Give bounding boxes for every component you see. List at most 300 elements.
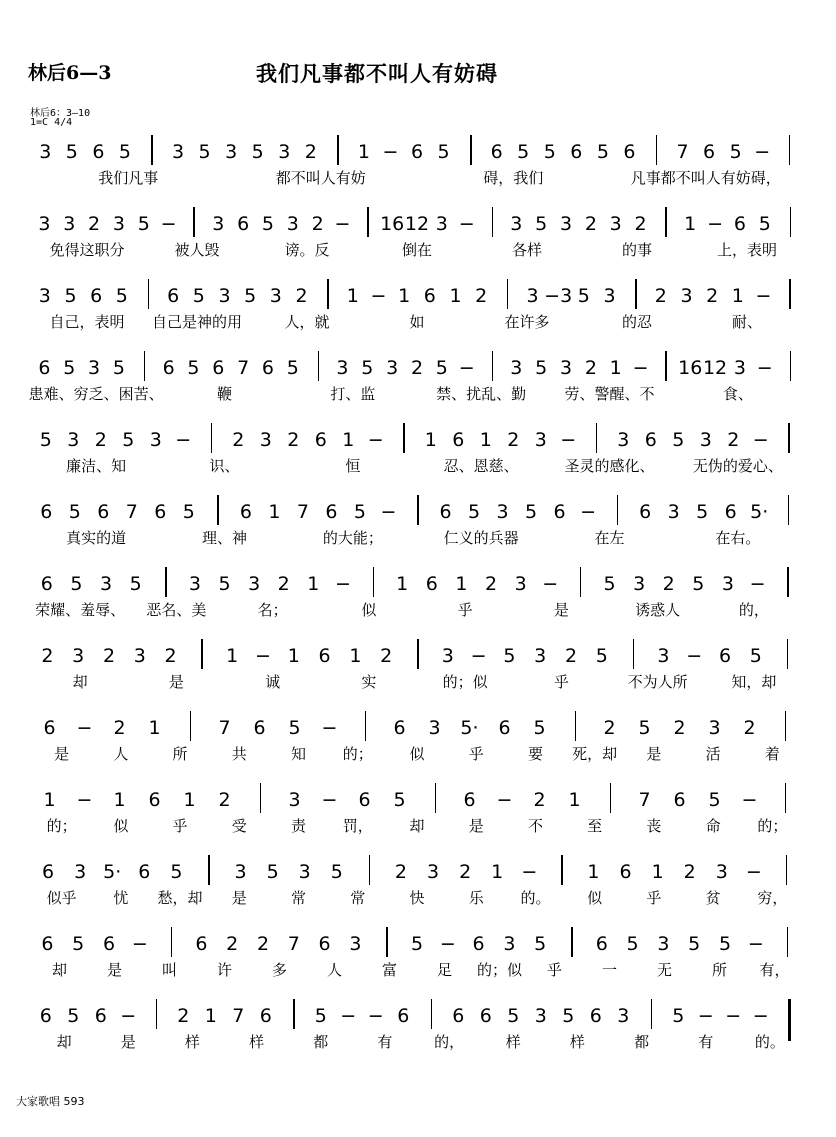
lyrics-line [24,743,814,765]
note: 3 [74,861,87,883]
lyric-syllables: 所 [711,961,728,979]
lyric-syllables: 上，表明 [716,241,778,259]
lyric-syllables: 受 [231,817,247,835]
lyric-syllables: 不 [527,817,543,835]
barline [417,639,419,669]
lyric-syllables: 乎 [468,745,484,763]
barline [165,567,167,597]
note: 1 [268,501,281,523]
lyric-syllables: 的大能； [322,529,383,547]
note: 6 [167,285,180,307]
note: 7 [638,789,651,811]
lyric-syllables: 实 [361,673,377,691]
lyric-syllables: 是 [120,1033,136,1051]
note: 3 [349,933,362,955]
lyric-syllables: 至 [587,817,603,835]
note: 2 [256,933,270,955]
notes-line [24,927,814,957]
lyric-syllables: 的事 [621,241,653,259]
lyric-syllables: 是 [553,601,569,619]
lyric-syllables: 打、监 [330,385,376,403]
lyric-syllables: 样 [249,1033,265,1051]
barline [785,783,787,813]
note: 5 [198,141,211,163]
staff-row [0,639,836,709]
staff-row [0,927,836,997]
lyric-syllables: 样 [505,1033,521,1051]
note: 7 [218,717,231,739]
lyric-syllables: 在左 [594,529,625,547]
lyric-syllables: 乐 [468,889,484,907]
notes-line [24,567,814,597]
barline [787,927,789,957]
note: 3 [248,573,261,595]
note: 5 [696,501,709,523]
lyrics-line [24,167,814,189]
note: 3 [225,141,238,163]
note: 7 [237,357,250,379]
note: 5 [435,357,448,379]
note: 6 [43,717,56,739]
note: 2 [41,645,54,667]
note: 5 [410,933,424,955]
lyric-syllables: 乎 [457,601,473,619]
note: 1 [183,789,196,811]
note: 6 [570,141,583,163]
note: 5 [525,501,538,523]
lyric-syllables: 是 [468,817,484,835]
note: 3 [39,141,52,163]
note: 3 [534,645,547,667]
note: 1 [449,285,462,307]
note: −3 [544,285,573,307]
note: 3 [633,573,646,595]
note: 6 [237,213,250,235]
note: 6 [154,501,167,523]
lyric-syllables: 似 [113,817,129,835]
barline [571,927,573,957]
note: 2 [304,141,317,163]
lyric-syllables: 乎 [172,817,188,835]
note: 2 [226,933,239,955]
note: 3 [286,213,299,235]
note: 1 [287,645,300,667]
lyric-syllables: 忍、恩慈、 [443,457,519,475]
note: 3 [72,645,85,667]
staff-row [0,783,836,853]
barline [788,423,790,453]
note: 3 [715,861,728,883]
lyric-syllables: 叫 [161,961,178,979]
note: 6 [39,1005,52,1027]
lyrics-line [24,671,814,693]
note: 6 [92,141,105,163]
note: 5 [577,285,590,307]
lyric-syllables: 无伪的爱心、 [692,457,783,475]
note: 5 [503,645,516,667]
note: 3 [534,429,547,451]
note: 5 [718,933,732,955]
barline [575,711,577,741]
lyric-syllables: 患难、穷乏、困苦、 [28,385,164,403]
barline [610,783,612,813]
note: − [382,141,399,163]
note: 6 [733,213,746,235]
note: 2 [218,789,231,811]
barline [656,135,658,165]
note: 2 [727,429,740,451]
barline [786,855,788,885]
note: 6 [498,717,511,739]
note: 6 [490,141,503,163]
barline [789,279,791,309]
lyric-syllables: 是 [168,673,184,691]
note: 3 [112,213,125,235]
barline [435,783,437,813]
lyric-syllables: 人 [326,961,343,979]
staff-row [0,279,836,349]
note: 3 [617,429,630,451]
note: − [749,573,766,595]
lyric-syllables: 真实的道 [66,529,127,547]
barline [787,639,789,669]
lyric-syllables: 谤。反 [284,241,330,259]
barline [431,999,433,1029]
lyric-syllables: 如 [409,313,425,331]
lyric-syllables: 在许多 [504,313,550,331]
note: 6 [38,357,51,379]
lyric-syllables: 有 [698,1033,714,1051]
note: 5 [749,645,762,667]
note: 3 [386,357,399,379]
lyric-syllables: 食、 [722,385,753,403]
note: 5 [688,933,701,955]
note: − [76,789,93,811]
note: 3 [99,573,113,595]
barline [790,351,792,381]
note: 5 [182,501,195,523]
lyric-syllables: 恶名、美 [146,601,207,619]
note: 5 [170,861,183,883]
note: 3 [428,717,441,739]
note: − [754,141,771,163]
note: 6 [452,429,465,451]
note: 2 [164,645,177,667]
note: 5 [533,717,546,739]
lyric-syllables: 是 [231,889,247,907]
note: 5 [112,357,125,379]
note: 3 [699,429,712,451]
note: 1 [684,213,697,235]
note: 5 [137,213,150,235]
note: 2 [662,573,675,595]
note: 6 [148,789,161,811]
barline [617,495,619,525]
barline [470,135,472,165]
lyric-syllables: 都不叫人有妨 [275,169,366,187]
note: 6 [410,141,424,163]
note: 2 [564,645,578,667]
notes-line [24,207,814,237]
note: − [686,645,703,667]
note: 2 [634,213,647,235]
note: − [76,717,93,739]
note: 2 [394,861,407,883]
note: 5 [361,357,374,379]
lyric-syllables: 所 [172,745,188,763]
note: 2 [475,285,488,307]
note: 1 [479,429,492,451]
barline [171,927,173,957]
note: 2 [584,357,597,379]
notes-line [24,999,814,1029]
lyric-syllables: 恒 [345,457,361,475]
note: 5 [65,141,78,163]
lyrics-line [24,599,814,621]
note: 3 [657,933,670,955]
lyric-syllables: 却 [56,1033,72,1051]
note: 3 [133,645,146,667]
lyric-syllables: 乎 [553,673,569,691]
lyrics-line [24,239,814,261]
lyric-syllables: 凡事都不叫人有妨碍， [630,169,781,187]
note: 3 [526,285,539,307]
notes-line [24,135,814,165]
note: 6 [673,789,686,811]
note: 3 [149,429,162,451]
staff-row [0,495,836,565]
note: 6 [479,1005,492,1027]
staff-row [0,855,836,925]
note: 7 [125,501,138,523]
lyrics-line [24,455,814,477]
note: 6 [393,717,406,739]
note: 6 [41,933,54,955]
note: − [632,357,649,379]
lyric-syllables: 是 [54,745,70,763]
lyrics-line [24,311,814,333]
barline [144,351,146,381]
note: 2 [603,717,616,739]
note: 6 [472,933,485,955]
lyrics-line [24,815,814,837]
note: − [496,789,513,811]
note: 5· [750,501,769,523]
barline [633,639,635,669]
note: 2 [507,429,520,451]
song-title: 我们凡事都不叫人有妨碍 [256,61,498,86]
note: 1 [148,717,161,739]
staff-row [0,567,836,637]
note: 16 [380,213,405,235]
note: 12 [702,357,728,379]
lyric-syllables: 知 [291,745,307,763]
note: 6 [724,501,737,523]
lyric-syllables: 罚， [342,817,373,835]
barline [787,567,789,597]
note: 5 [517,141,530,163]
barline [561,855,563,885]
barline [217,495,219,525]
staff-row [0,999,836,1069]
note: 5 [595,645,608,667]
barline [507,279,509,309]
lyric-syllables: 自己，表明 [49,313,125,331]
lyric-syllables: 命 [705,817,721,835]
note: 7 [676,141,689,163]
note: 6 [325,501,338,523]
note: 1 [204,1005,217,1027]
lyric-syllables: 理、神 [201,529,248,547]
note: − [745,861,762,883]
lyric-syllables: 死，却 [572,745,618,763]
note: 5 [596,141,609,163]
note: 1 [491,861,504,883]
barline [148,279,150,309]
note: 1 [357,141,370,163]
note: − [697,1005,714,1027]
note: 5· [460,717,479,739]
staff-row [0,423,836,493]
note: 3 [534,1005,547,1027]
lyric-syllables: 乎 [546,961,563,979]
barline [337,135,339,165]
lyric-syllables: 快 [409,889,425,907]
book-footer: 大家歌唱 593 [16,1095,85,1108]
barline [293,999,295,1029]
note: 6 [318,933,331,955]
note: 6 [40,501,53,523]
note: − [439,933,456,955]
lyrics-line [24,383,814,405]
scripture-reference: 林后6：3—10 [30,108,91,119]
notes-line [24,783,814,813]
lyric-syllables: 的。 [754,1033,785,1051]
notes-line [24,855,814,885]
note: 2 [102,645,116,667]
staff-row [0,207,836,277]
note: 5 [122,429,135,451]
note: 6 [318,645,331,667]
note: 3 [234,861,247,883]
barline [190,711,192,741]
note: 3 [212,213,225,235]
note: 3 [721,573,734,595]
note: 5 [286,357,299,379]
lyric-syllables: 耐、 [731,313,763,331]
note: 6 [138,861,151,883]
note: 6 [358,789,371,811]
note: 5 [70,573,83,595]
lyric-syllables: 被人毁 [174,241,220,259]
lyric-syllables: 圣灵的感化、 [564,457,655,475]
note: 2 [88,213,101,235]
lyrics-line [24,887,814,909]
note: 5 [626,933,639,955]
notes-line [24,639,814,669]
note: 3 [559,357,573,379]
note: − [160,213,177,235]
lyric-syllables: 廉洁、知 [66,457,127,475]
barline [193,207,195,237]
lyric-syllables: 的； [342,745,373,763]
staff-row [0,711,836,781]
note: − [321,717,338,739]
note: 2 [484,573,498,595]
barline [665,351,667,381]
note: 6 [40,573,53,595]
barline [785,711,787,741]
note: 5 [261,213,274,235]
note: 2 [295,285,308,307]
note: 6 [639,501,652,523]
barline [327,279,329,309]
lyric-syllables: 忧 [113,889,129,907]
note: − [725,1005,742,1027]
note: 6 [239,501,252,523]
note: 1 [307,573,320,595]
barline [596,423,598,453]
lyric-syllables: 样 [569,1033,585,1051]
note: 6 [162,357,175,379]
barline [665,207,667,237]
lyric-syllables: 的忍 [621,313,653,331]
note: 2 [459,861,472,883]
lyric-syllables: 自己是神的用 [151,313,243,331]
note: 5 [672,429,685,451]
lyric-syllables: 倒在 [401,241,433,259]
note: 2 [311,213,324,235]
note: 3 [188,573,201,595]
note: 7 [296,501,309,523]
staff-row [0,351,836,421]
note: − [458,213,475,235]
note: 5 [535,213,548,235]
lyric-syllables: 禁、扰乱、勤 [436,385,527,403]
note: − [707,213,724,235]
note: − [370,285,387,307]
note: 3 [269,285,282,307]
note: 5 [758,213,771,235]
lyric-syllables: 人 [113,745,129,763]
note: 2 [232,429,245,451]
note: 1 [731,285,744,307]
lyric-syllables: 识、 [209,457,240,475]
note: 2 [743,717,756,739]
lyric-syllables: 荣耀、羞辱、 [35,601,126,619]
note: 5 [729,141,742,163]
note: − [580,501,597,523]
note: 5 [244,285,257,307]
lyric-syllables: 有， [759,961,790,979]
note: 2 [380,645,393,667]
barline [211,423,213,453]
note: − [756,357,773,379]
note: 5 [187,357,200,379]
note: 6 [259,1005,272,1027]
note: 6 [261,357,274,379]
lyric-syllables: 的；似 [476,961,523,979]
lyric-syllables: 鞭 [216,385,233,403]
note: 3 [278,141,291,163]
note: 7 [287,933,300,955]
note: 3 [708,717,721,739]
note: 6 [423,285,436,307]
note: 5 [437,141,450,163]
barline [403,423,405,453]
note: 3 [298,861,311,883]
note: 5 [266,861,279,883]
